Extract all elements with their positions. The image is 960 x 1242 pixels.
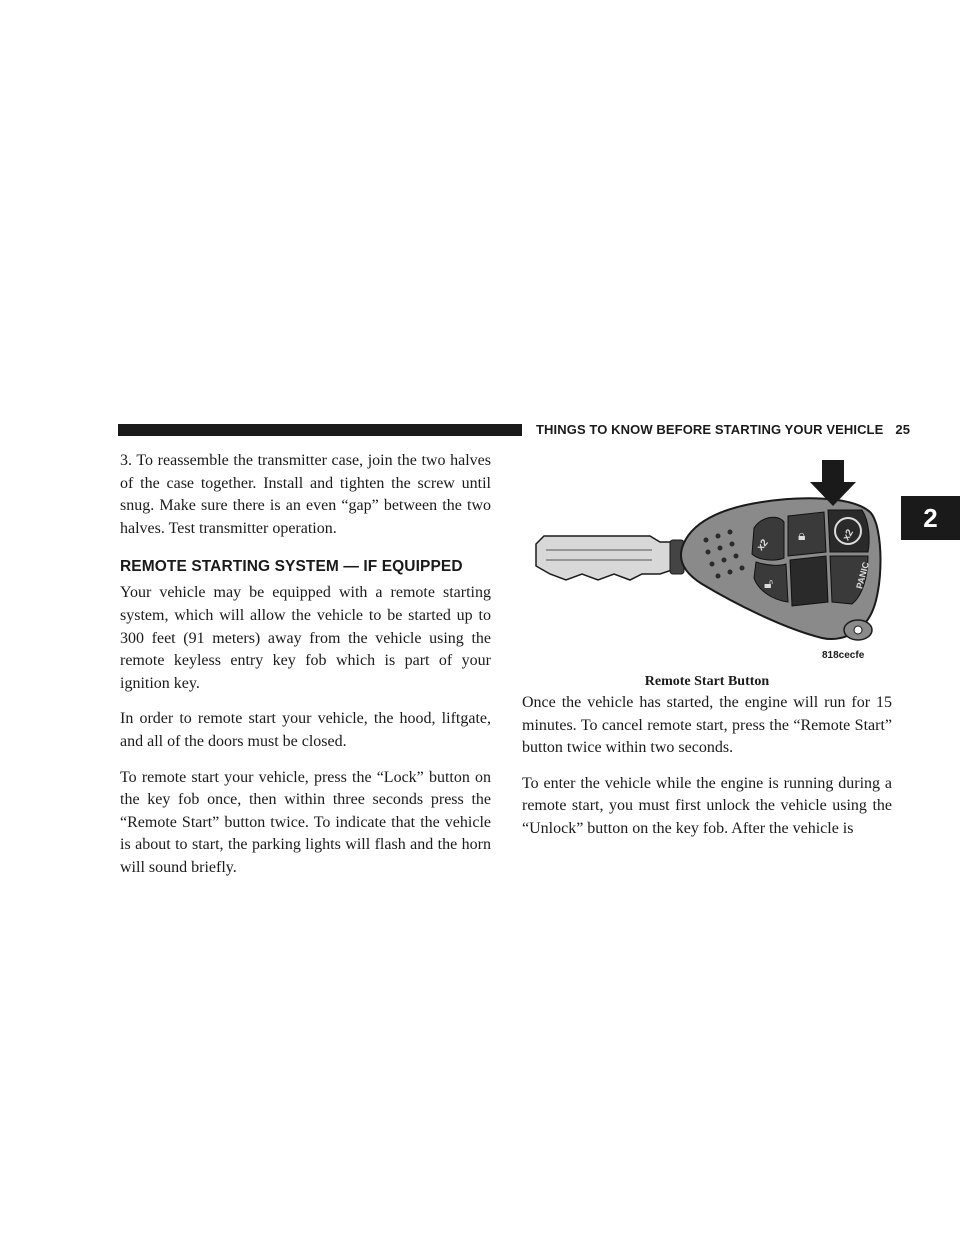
key-blade	[536, 536, 672, 580]
running-header	[536, 422, 910, 437]
header-title: THINGS TO KNOW BEFORE STARTING YOUR VEHICLE	[536, 422, 884, 437]
right-column	[522, 692, 892, 854]
chapter-tab: 2	[901, 496, 960, 540]
paragraph-enter-vehicle: To enter the vehicle while the engine is running during a remote start, you must first unlock the vehicle using the “Unlock” button on the key fob. After the vehicle is	[522, 774, 892, 837]
paragraph-intro: Your vehicle may be equipped with a remote starting system, which will allow the vehicle to be started up to 300 feet (91 meters) away from the vehicle using the remote keyless entry key fob which is part of your ignition key.	[120, 584, 491, 692]
figure-caption: Remote Start Button	[644, 674, 770, 689]
lock-icon: 🔒︎	[798, 528, 806, 544]
key-ring-hole	[854, 626, 862, 634]
remote-start-x2-label: x2	[840, 527, 856, 543]
paragraph-engine-run: Once the vehicle has started, the engine will run for 15 minutes. To cancel remote start, press the “Remote Start” button twice within two seconds.	[522, 694, 892, 757]
paragraph-procedure: To remote start your vehicle, press the “Lock” button on the key fob once, then within three seconds press the “Remote Start” button twice. To indicate that the vehicle is about to start, the parking lights will flash and the horn will sound briefly.	[120, 768, 491, 876]
panic-label: PANIC	[854, 560, 871, 590]
left-column	[120, 450, 491, 893]
figure-code: 818cecfe	[822, 650, 865, 661]
key-fob-figure	[522, 452, 892, 689]
paragraph-conditions: In order to remote start your vehicle, the hood, liftgate, and all of the doors must be closed.	[120, 710, 491, 750]
paragraph-reassemble: 3. To reassemble the transmitter case, join the two halves of the case together. Install and tighten the screw until snug. Make sure there is an even “gap” between the two halves. Test transmitter operation.	[120, 452, 491, 537]
blank-button	[790, 556, 828, 606]
section-heading: REMOTE STARTING SYSTEM — IF EQUIPPED	[120, 558, 463, 576]
unlock-icon: 🔓︎	[764, 576, 774, 592]
page-number: 25	[895, 422, 911, 437]
header-rule	[118, 424, 522, 436]
key-fob-illustration	[522, 452, 892, 672]
liftgate-x2-label: x2	[755, 537, 771, 554]
lock-button	[788, 512, 826, 556]
